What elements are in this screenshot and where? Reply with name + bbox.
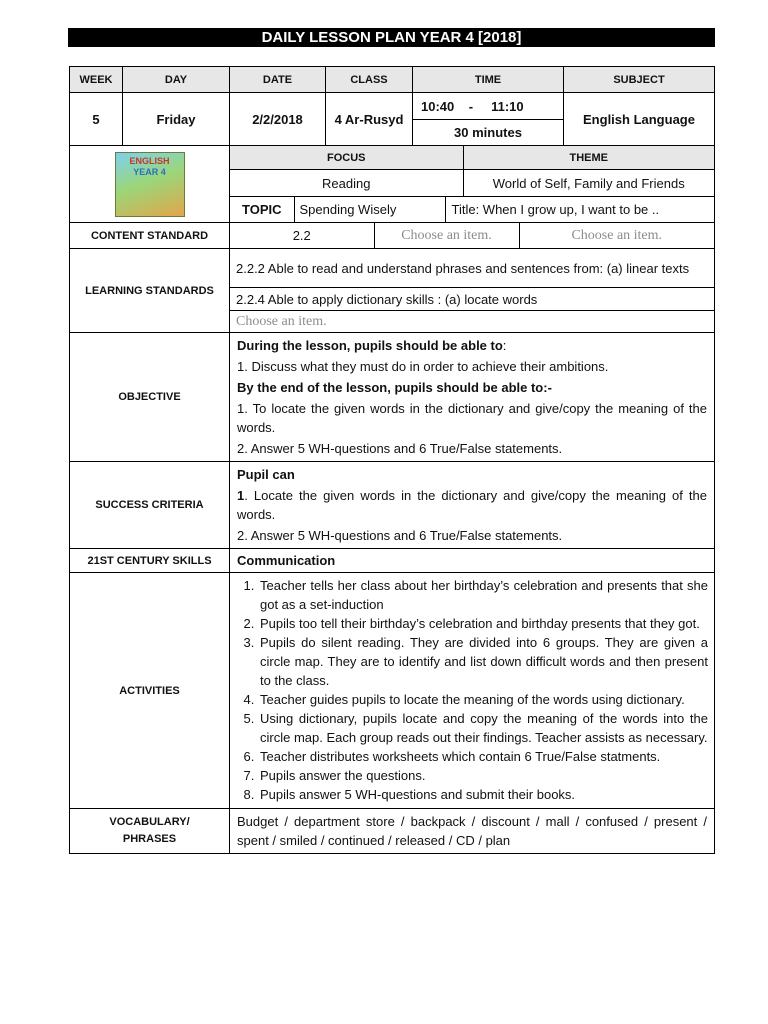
learning-standards-row xyxy=(70,249,715,333)
date-header: DATE xyxy=(230,67,326,93)
content-standard-value: 2.2 xyxy=(230,223,374,248)
skills-value: Communication xyxy=(230,549,715,573)
topic-row xyxy=(230,197,714,223)
vocabulary-label-line: VOCABULARY/ xyxy=(109,816,190,828)
week-header: WEEK xyxy=(70,67,123,93)
vocabulary-value: Budget / department store / backpack / discount / mall / confused / present / spent / smiled / continued / released / CD / plan xyxy=(230,809,715,854)
day-value: Friday xyxy=(123,93,230,146)
page-title: DAILY LESSON PLAN YEAR 4 [2018] xyxy=(68,28,715,47)
class-header: CLASS xyxy=(326,67,413,93)
activity-item: 5. Using dictionary, pupils locate and copy the meaning of the words into the circle map. Each group reads out their findings. Teacher assists as necessary. xyxy=(258,709,708,747)
activities-row xyxy=(70,573,715,809)
objective-row xyxy=(70,333,715,462)
activities-label: ACTIVITIES xyxy=(70,573,230,809)
success-criteria-item-text: . Locate the given words in the dictionary and give/copy the meaning of the words. xyxy=(237,488,707,522)
activity-item: 6. Teacher distributes worksheets which contain 6 True/False statments. xyxy=(258,747,708,766)
success-criteria-item: 2. Answer 5 WH-questions and 6 True/False statements. xyxy=(237,528,563,543)
content-standard-row xyxy=(70,223,715,249)
vocabulary-label-line: PHRASES xyxy=(122,833,177,845)
lesson-plan-table xyxy=(69,66,715,854)
subject-value: English Language xyxy=(564,93,715,146)
activity-item: 8. Pupils answer 5 WH-questions and submit their books. xyxy=(258,785,708,804)
learning-standard-item: 2.2.2 Able to read and understand phrases and sentences from: (a) linear texts xyxy=(230,249,714,288)
vocabulary-label xyxy=(70,809,230,854)
duration-value: 30 minutes xyxy=(454,124,522,140)
theme-header: THEME xyxy=(463,146,714,170)
time-end: 11:10 xyxy=(491,99,524,114)
content-standard-label: CONTENT STANDARD xyxy=(70,223,230,249)
learning-standard-dropdown[interactable]: Choose an item. xyxy=(236,313,327,329)
time-start: 10:40 xyxy=(421,99,455,114)
success-criteria-row xyxy=(70,462,715,549)
activity-item: 2. Pupils too tell their birthday’s celebration and birthday presents that they got. xyxy=(258,614,708,633)
success-criteria-item xyxy=(237,484,707,524)
objective-end-heading: By the end of the lesson, pupils should be able to:- xyxy=(237,380,552,395)
activity-item: 7. Pupils answer the questions. xyxy=(258,766,708,785)
cover-title: ENGLISH xyxy=(129,155,170,166)
time-header: TIME xyxy=(413,67,564,93)
learning-standards-cell xyxy=(230,249,715,333)
objective-end-item: 1. To locate the given words in the dictionary and give/copy the meaning of the words. xyxy=(237,401,707,435)
date-value: 2/2/2018 xyxy=(230,93,326,146)
activity-item: 3. Pupils do silent reading. They are divided into 6 groups. They are given a circle map. They are to identify and list down difficult words and then present to the class. xyxy=(258,633,708,690)
activities-cell xyxy=(230,573,715,809)
focus-header: FOCUS xyxy=(230,146,463,170)
success-criteria-label: SUCCESS CRITERIA xyxy=(70,462,230,549)
focus-theme-cell xyxy=(230,146,715,223)
topic-value: Spending Wisely xyxy=(294,197,445,222)
theme-value: World of Self, Family and Friends xyxy=(463,170,714,197)
activities-list xyxy=(230,576,714,804)
objective-during-item: 1. Discuss what they must do in order to achieve their ambitions. xyxy=(237,359,609,374)
success-criteria-item-number: 1 xyxy=(237,488,245,503)
cover-year: YEAR 4 xyxy=(133,166,166,177)
header-row xyxy=(70,67,715,93)
focus-row xyxy=(70,146,715,223)
lesson-title: Title: When I grow up, I want to be .. xyxy=(451,202,660,217)
content-standard-cell xyxy=(230,223,715,249)
activity-item: 1. Teacher tells her class about her birthday’s celebration and presents that she got as a set-induction xyxy=(258,576,708,614)
learning-standards-label: LEARNING STANDARDS xyxy=(70,249,230,333)
vocabulary-row xyxy=(70,809,715,854)
time-separator: - xyxy=(468,99,474,114)
objective-cell xyxy=(230,333,715,462)
learning-standard-item: 2.2.4 Able to apply dictionary skills : (a) locate words xyxy=(230,288,714,311)
content-standard-dropdown-2[interactable]: Choose an item. xyxy=(571,227,663,243)
skills-row xyxy=(70,549,715,573)
textbook-cover-image xyxy=(115,152,185,217)
skills-label: 21ST CENTURY SKILLS xyxy=(70,549,230,573)
subject-header: SUBJECT xyxy=(564,67,715,93)
success-criteria-cell xyxy=(230,462,715,549)
time-cell xyxy=(413,93,564,146)
details-row xyxy=(70,93,715,146)
textbook-cover-cell xyxy=(70,146,230,223)
day-header: DAY xyxy=(123,67,230,93)
objective-colon: : xyxy=(502,338,507,353)
topic-label: TOPIC xyxy=(230,197,294,222)
class-value: 4 Ar-Rusyd xyxy=(326,93,413,146)
activity-item: 4. Teacher guides pupils to locate the meaning of the words using dictionary. xyxy=(258,690,708,709)
objective-end-item: 2. Answer 5 WH-questions and 6 True/False statements. xyxy=(237,441,563,456)
content-standard-dropdown-1[interactable]: Choose an item. xyxy=(374,223,519,248)
objective-during-heading: During the lesson, pupils should be able to xyxy=(237,338,503,353)
objective-label: OBJECTIVE xyxy=(70,333,230,462)
focus-value: Reading xyxy=(230,170,463,197)
week-value: 5 xyxy=(70,93,123,146)
success-criteria-heading: Pupil can xyxy=(237,467,295,482)
time-range xyxy=(413,94,563,120)
